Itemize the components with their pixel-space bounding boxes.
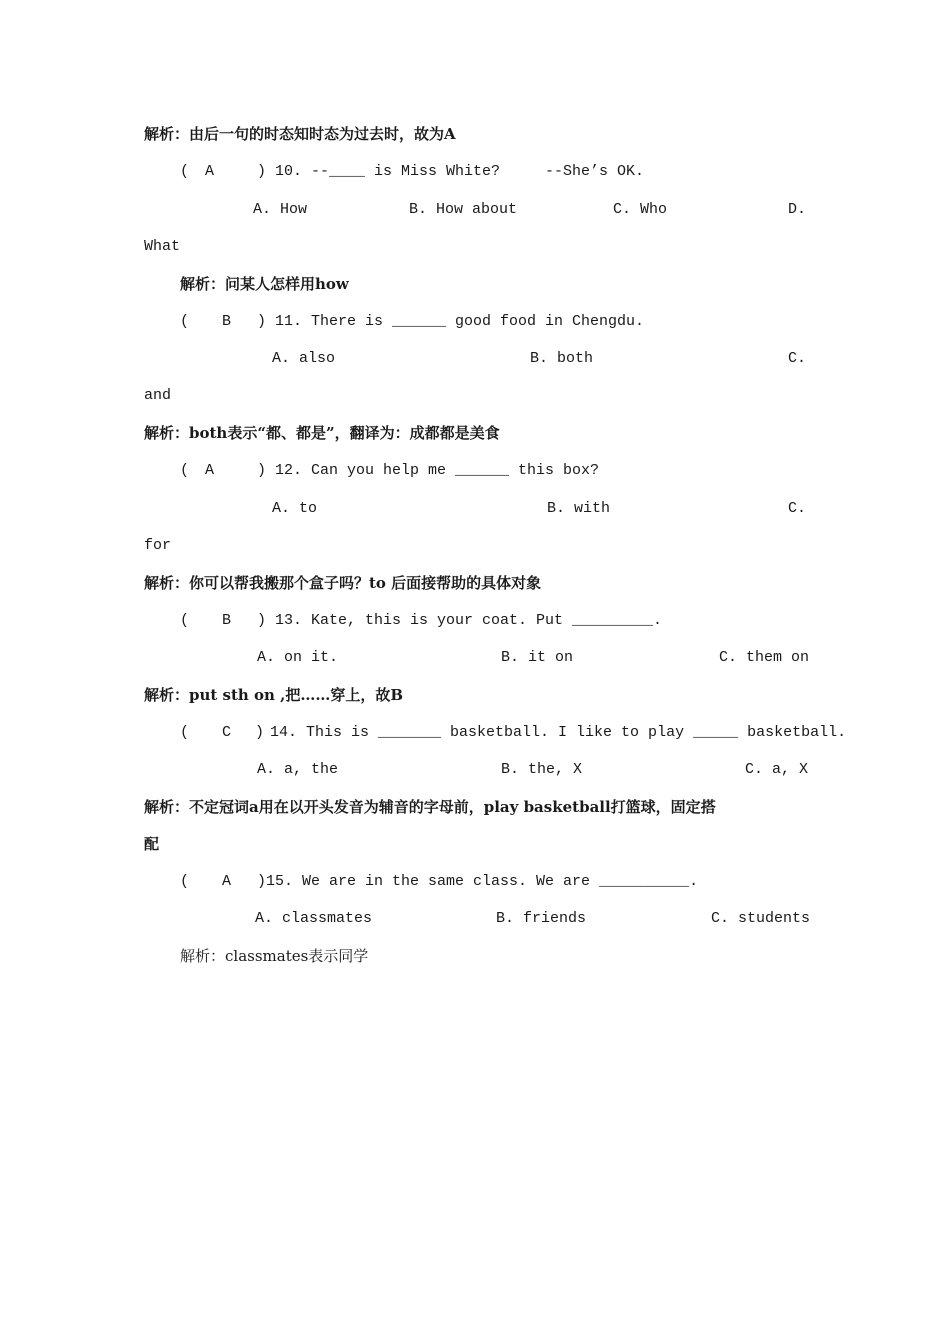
option-overflow: What xyxy=(144,238,181,255)
answer-paren-open: ( xyxy=(180,873,190,890)
option-c: C. Who xyxy=(613,201,668,218)
question-stem: 14. This is _______ basketball. I like to play _____ basketball. xyxy=(270,724,847,741)
answer-letter: A xyxy=(205,462,215,479)
option-a: A. How xyxy=(253,201,308,218)
question-explanation: 解析：classmates表示同学 xyxy=(180,947,369,965)
answer-letter: A xyxy=(205,163,215,180)
option-a: A. a, the xyxy=(257,761,339,778)
question-explanation: 解析：问某人怎样用how xyxy=(180,275,349,293)
explanation-prev: 解析：由后一句的时态知时态为过去时，故为A xyxy=(144,125,456,143)
question-stem: 10. --____ is Miss White? --She’s OK. xyxy=(275,163,645,180)
option-d: D. xyxy=(788,201,807,218)
answer-paren-close: ) xyxy=(257,313,267,330)
option-overflow: and xyxy=(144,387,172,404)
option-a: A. on it. xyxy=(257,649,339,666)
question-explanation: 解析：both表示“都、都是”，翻译为：成都都是美食 xyxy=(144,424,500,442)
question-explanation: 解析：put sth on ,把……穿上，故B xyxy=(144,686,404,704)
answer-letter: B xyxy=(222,612,232,629)
option-c: C. a, X xyxy=(745,761,809,778)
option-b: B. both xyxy=(530,350,594,367)
option-b: B. friends xyxy=(496,910,587,927)
option-overflow: for xyxy=(144,537,172,554)
option-b: B. it on xyxy=(501,649,574,666)
question-explanation: 解析：你可以帮我搬那个盒子吗？to 后面接帮助的具体对象 xyxy=(144,574,542,592)
answer-paren-open: ( xyxy=(180,163,190,180)
option-a: A. classmates xyxy=(255,910,373,927)
option-b: B. with xyxy=(547,500,611,517)
answer-paren-close: ) xyxy=(257,163,267,180)
option-c: C. xyxy=(788,350,807,367)
answer-letter: B xyxy=(222,313,232,330)
answer-paren-open: ( xyxy=(180,612,190,629)
answer-paren-close: ) xyxy=(255,724,265,741)
question-explanation-cont: 配 xyxy=(144,835,160,853)
option-b: B. the, X xyxy=(501,761,583,778)
answer-paren-close: ) xyxy=(257,462,267,479)
question-stem: )15. We are in the same class. We are __________. xyxy=(257,873,699,890)
answer-paren-close: ) xyxy=(257,612,267,629)
option-a: A. also xyxy=(272,350,336,367)
answer-letter: A xyxy=(222,873,232,890)
option-c: C. them on xyxy=(719,649,810,666)
option-b: B. How about xyxy=(409,201,518,218)
answer-paren-open: ( xyxy=(180,462,190,479)
question-stem: 13. Kate, this is your coat. Put _________. xyxy=(275,612,663,629)
option-c: C. xyxy=(788,500,807,517)
answer-paren-open: ( xyxy=(180,313,190,330)
option-a: A. to xyxy=(272,500,318,517)
question-stem: 11. There is ______ good food in Chengdu. xyxy=(275,313,645,330)
answer-paren-open: ( xyxy=(180,724,190,741)
option-c: C. students xyxy=(711,910,811,927)
answer-letter: C xyxy=(222,724,232,741)
question-explanation: 解析：不定冠词a用在以开头发音为辅音的字母前，play basketball打篮球，固定搭 xyxy=(144,798,716,816)
question-stem: 12. Can you help me ______ this box? xyxy=(275,462,600,479)
